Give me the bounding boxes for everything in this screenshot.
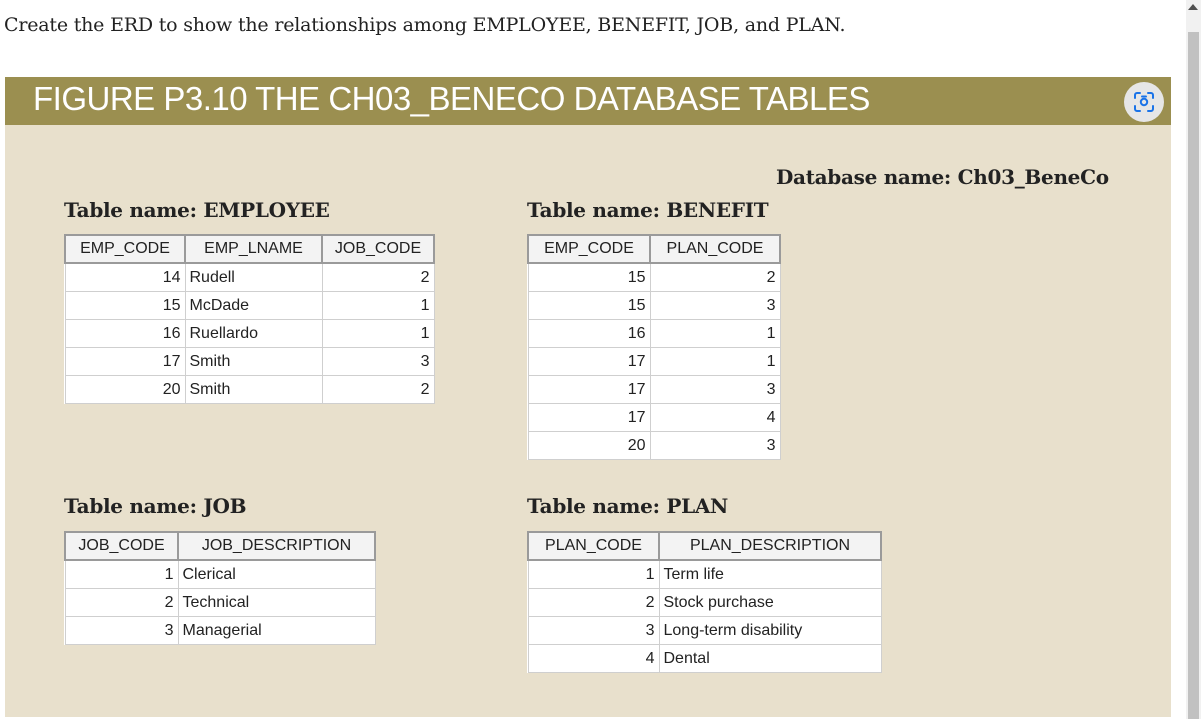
plan-table: [527, 531, 882, 673]
table-cell: 2: [650, 263, 780, 292]
table-row: [528, 348, 780, 376]
table-cell: 20: [528, 432, 650, 460]
header-row: [65, 532, 375, 560]
table-row: [65, 589, 375, 617]
table-cell: 17: [528, 348, 650, 376]
table-row: [65, 617, 375, 645]
column-header: JOB_CODE: [322, 235, 434, 263]
table-cell: 17: [65, 348, 185, 376]
table-cell: 15: [65, 292, 185, 320]
table-cell: 14: [65, 263, 185, 292]
table-row: [528, 376, 780, 404]
job-table-name: Table name: JOB: [64, 494, 247, 518]
table-cell: 4: [650, 404, 780, 432]
table-cell: Technical: [178, 589, 375, 617]
employee-table-name: Table name: EMPLOYEE: [64, 198, 330, 222]
question-text: Create the ERD to show the relationships among EMPLOYEE, BENEFIT, JOB, and PLAN.: [4, 14, 846, 36]
table-cell: 3: [65, 617, 178, 645]
scroll-up-arrow-icon[interactable]: [1188, 4, 1198, 10]
table-row: [528, 589, 881, 617]
header-row: [528, 532, 881, 560]
job-table: [64, 531, 376, 645]
table-cell: 17: [528, 404, 650, 432]
table-row: [65, 348, 434, 376]
table-cell: Managerial: [178, 617, 375, 645]
table-row: [65, 560, 375, 589]
table-row: [528, 560, 881, 589]
table-cell: 4: [528, 645, 659, 673]
column-header: JOB_DESCRIPTION: [178, 532, 375, 560]
table-row: [528, 263, 780, 292]
table-row: [528, 404, 780, 432]
table-cell: Smith: [185, 376, 322, 404]
table-cell: 3: [650, 292, 780, 320]
table-cell: Smith: [185, 348, 322, 376]
column-header: PLAN_DESCRIPTION: [659, 532, 881, 560]
table-cell: Rudell: [185, 263, 322, 292]
column-header: EMP_CODE: [528, 235, 650, 263]
table-row: [65, 320, 434, 348]
benefit-table-name: Table name: BENEFIT: [527, 198, 769, 222]
benefit-table: [527, 234, 781, 460]
figure-panel: [5, 77, 1171, 717]
table-cell: 1: [322, 320, 434, 348]
table-cell: 15: [528, 263, 650, 292]
table-cell: 20: [65, 376, 185, 404]
table-cell: Dental: [659, 645, 881, 673]
table-cell: Term life: [659, 560, 881, 589]
table-cell: 1: [322, 292, 434, 320]
scrollbar-thumb[interactable]: [1188, 32, 1199, 719]
column-header: EMP_CODE: [65, 235, 185, 263]
table-cell: 1: [650, 348, 780, 376]
table-row: [65, 376, 434, 404]
column-header: PLAN_CODE: [528, 532, 659, 560]
table-cell: 17: [528, 376, 650, 404]
table-cell: 2: [65, 589, 178, 617]
google-lens-icon: [1132, 90, 1156, 114]
table-cell: 16: [65, 320, 185, 348]
table-row: [528, 320, 780, 348]
column-header: JOB_CODE: [65, 532, 178, 560]
table-cell: 2: [528, 589, 659, 617]
table-cell: 1: [65, 560, 178, 589]
google-lens-button[interactable]: [1124, 82, 1164, 122]
table-cell: 3: [650, 376, 780, 404]
table-cell: Clerical: [178, 560, 375, 589]
table-row: [65, 292, 434, 320]
column-header: EMP_LNAME: [185, 235, 322, 263]
table-cell: Stock purchase: [659, 589, 881, 617]
table-cell: 3: [322, 348, 434, 376]
figure-banner: [5, 77, 1171, 125]
table-row: [528, 617, 881, 645]
table-cell: 1: [650, 320, 780, 348]
column-header: PLAN_CODE: [650, 235, 780, 263]
table-cell: Long-term disability: [659, 617, 881, 645]
table-cell: 15: [528, 292, 650, 320]
employee-table: [64, 234, 435, 404]
table-cell: 2: [322, 376, 434, 404]
table-row: [65, 263, 434, 292]
plan-table-name: Table name: PLAN: [527, 494, 729, 518]
page-scrollbar[interactable]: [1186, 0, 1201, 719]
table-cell: McDade: [185, 292, 322, 320]
table-row: [528, 292, 780, 320]
table-cell: 16: [528, 320, 650, 348]
header-row: [65, 235, 434, 263]
table-cell: 2: [322, 263, 434, 292]
table-cell: Ruellardo: [185, 320, 322, 348]
table-cell: 3: [528, 617, 659, 645]
table-row: [528, 645, 881, 673]
figure-title: FIGURE P3.10 THE CH03_BENECO DATABASE TABLES: [33, 80, 870, 117]
table-cell: 1: [528, 560, 659, 589]
database-name: Database name: Ch03_BeneCo: [776, 165, 1109, 189]
header-row: [528, 235, 780, 263]
table-cell: 3: [650, 432, 780, 460]
table-row: [528, 432, 780, 460]
